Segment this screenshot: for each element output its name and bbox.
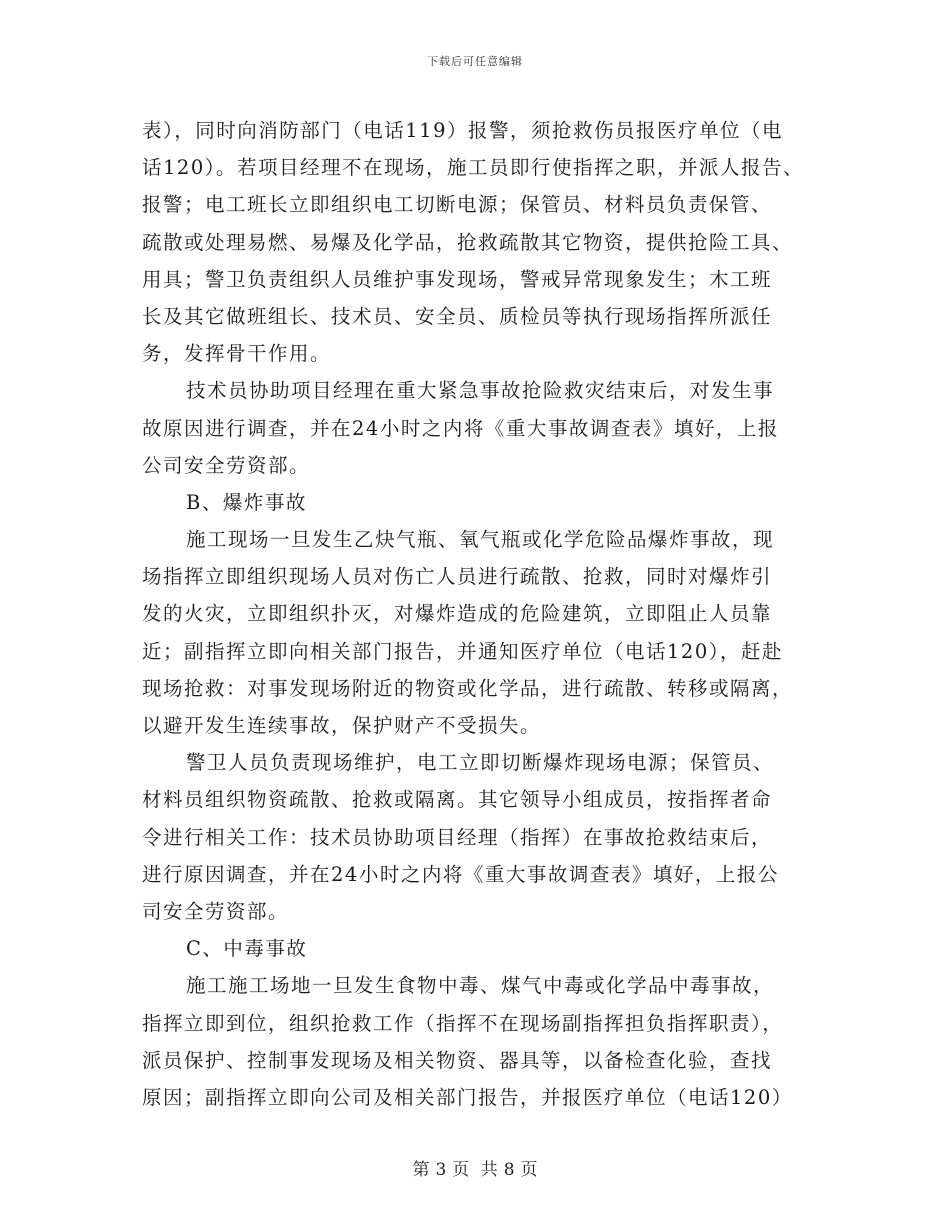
- text-line: 司安全劳资部。: [142, 899, 290, 923]
- text-line: 警卫人员负责现场维护，电工立即切断爆炸现场电源；保管员、: [186, 751, 775, 775]
- text-line: 指挥立即到位，组织抢救工作（指挥不在现场副指挥担负指挥职责），: [142, 1011, 784, 1035]
- text-line: 原因；副指挥立即向公司及相关部门报告，并报医疗单位（电话120）: [142, 1085, 793, 1109]
- text-line: 疏散或处理易燃、易爆及化学品，抢救疏散其它物资，提供抢险工具、: [142, 230, 794, 254]
- document-body: [142, 112, 822, 1116]
- page-header: 下载后可任意编辑: [427, 55, 523, 68]
- text-line: 公司安全劳资部。: [142, 453, 311, 477]
- total-page-count: 8: [503, 1160, 515, 1180]
- text-line: 话120）。若项目经理不在现场，施工员即行使指挥之职，并派人报告、: [142, 156, 804, 180]
- text-line: 材料员组织物资疏散、抢救或隔离。其它领导小组成员，按指挥者命: [142, 788, 773, 812]
- text-line: 施工现场一旦发生乙炔气瓶、氧气瓶或化学危险品爆炸事故，现: [186, 528, 775, 552]
- text-line: 技术员协助项目经理在重大紧急事故抢险救灾结束后，对发生事: [186, 379, 775, 403]
- text-line: 故原因进行调查，并在24小时之内将《重大事故调查表》填好，上报: [142, 416, 779, 440]
- text-line: 进行原因调查，并在24小时之内将《重大事故调查表》填好，上报公: [142, 862, 779, 886]
- current-page-number: 3: [435, 1160, 447, 1180]
- text-line: 以避开发生连续事故，保护财产不受损失。: [142, 714, 542, 737]
- text-line: 表），同时向消防部门（电话119）报警，须抢救伤员报医疗单位（电: [142, 119, 783, 142]
- text-line: 场指挥立即组织现场人员对伤亡人员进行疏散、抢救，同时对爆炸引: [142, 565, 773, 589]
- text-line: 报警；电工班长立即组织电工切断电源；保管员、材料员负责保管、: [142, 193, 773, 217]
- footer-prefix: 第: [412, 1160, 430, 1180]
- text-line: 务，发挥骨干作用。: [142, 342, 332, 366]
- footer-suffix: 页: [520, 1160, 538, 1180]
- text-line: 长及其它做班组长、技术员、安全员、质检员等执行现场指挥所派任: [142, 304, 773, 328]
- text-line: 用具；警卫负责组织人员维护事发现场，警戒异常现象发生；木工班: [142, 267, 773, 291]
- text-line: B、爆炸事故: [186, 490, 307, 514]
- text-line: 近；副指挥立即向相关部门报告，并通知医疗单位（电话120），赶赴: [142, 639, 783, 663]
- text-line: 令进行相关工作：技术员协助项目经理（指挥）在事故抢救结束后，: [142, 825, 773, 849]
- footer-middle: 页 共: [452, 1160, 498, 1180]
- page-footer: [0, 1155, 950, 1180]
- text-line: 派员保护、控制事发现场及相关物资、器具等，以备检查化验，查找: [142, 1048, 773, 1072]
- text-line: 现场抢救：对事发现场附近的物资或化学品，进行疏散、转移或隔离，: [142, 676, 794, 700]
- text-line: 施工施工场地一旦发生食物中毒、煤气中毒或化学品中毒事故，: [186, 974, 775, 998]
- text-line: C、中毒事故: [186, 937, 308, 961]
- text-line: 发的火灾，立即组织扑灭，对爆炸造成的危险建筑，立即阻止人员靠: [142, 602, 773, 626]
